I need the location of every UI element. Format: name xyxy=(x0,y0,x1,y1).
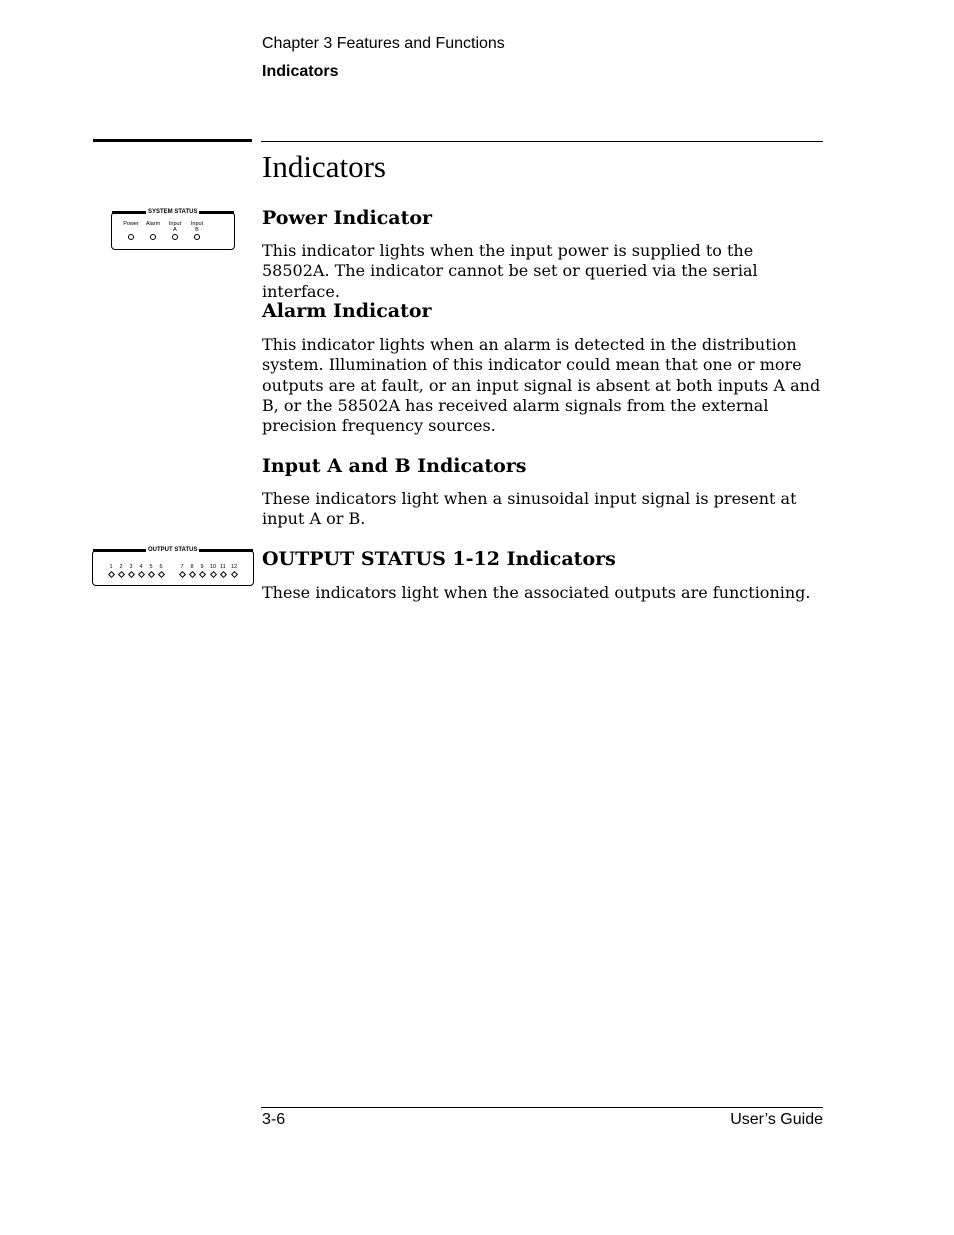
alarm-indicator-heading: Alarm Indicator xyxy=(262,300,432,322)
output-status-title: OUTPUT STATUS xyxy=(148,547,198,553)
output-status-text: These indicators light when the associated outputs are functioning. xyxy=(262,583,811,602)
input-b-label: Input B xyxy=(190,221,204,233)
footer-guide-title: User’s Guide xyxy=(730,1111,823,1128)
alarm-led-icon xyxy=(150,234,156,240)
output-number-5: 5 xyxy=(149,564,153,570)
power-label: Power xyxy=(123,221,139,227)
system-status-panel xyxy=(111,209,235,250)
output-status-heading: OUTPUT STATUS 1-12 Indicators xyxy=(262,548,616,570)
output-status-panel xyxy=(92,547,254,586)
footer-rule xyxy=(261,1107,823,1108)
page-number: 3-6 xyxy=(262,1111,286,1128)
output-number-11: 11 xyxy=(220,564,226,570)
output-7-led-icon xyxy=(179,571,186,578)
power-indicator-heading: Power Indicator xyxy=(262,207,433,229)
output-number-6: 6 xyxy=(159,564,163,570)
input-b-led-icon xyxy=(194,234,200,240)
output-number-9: 9 xyxy=(200,564,204,570)
input-a-led-icon xyxy=(172,234,178,240)
output-12-led-icon xyxy=(231,571,238,578)
alarm-indicator-text: This indicator lights when an alarm is detected in the distribution system. Illumination of this indicator could mean that one or more outputs are at fault, or an input signal is absent at both inputs A and B, or the 58502A has received alarm signals from the external precision frequency sources. xyxy=(262,335,821,436)
system-status-title: SYSTEM STATUS xyxy=(148,209,198,215)
running-header-chapter: Chapter 3 Features and Functions xyxy=(262,35,505,52)
output-8-led-icon xyxy=(189,571,196,578)
output-2-led-icon xyxy=(118,571,125,578)
output-number-1: 1 xyxy=(109,564,113,570)
output-10-led-icon xyxy=(210,571,217,578)
section-rule-right xyxy=(261,141,823,142)
output-number-3: 3 xyxy=(129,564,133,570)
output-5-led-icon xyxy=(148,571,155,578)
input-indicators-heading: Input A and B Indicators xyxy=(262,455,527,477)
power-led-icon xyxy=(128,234,134,240)
output-6-led-icon xyxy=(158,571,165,578)
output-9-led-icon xyxy=(199,571,206,578)
output-number-7: 7 xyxy=(180,564,184,570)
page-title: Indicators xyxy=(262,149,386,184)
output-number-8: 8 xyxy=(190,564,194,570)
alarm-label: Alarm xyxy=(145,221,161,227)
output-number-10: 10 xyxy=(209,564,217,570)
output-3-led-icon xyxy=(128,571,135,578)
running-header-section: Indicators xyxy=(262,63,339,80)
output-number-2: 2 xyxy=(119,564,123,570)
output-4-led-icon xyxy=(138,571,145,578)
output-11-led-icon xyxy=(220,571,227,578)
output-number-4: 4 xyxy=(139,564,143,570)
power-indicator-text: This indicator lights when the input power is supplied to the 58502A. The indicator cannot be set or queried via the serial interface. xyxy=(262,241,758,301)
output-number-12: 12 xyxy=(230,564,238,570)
output-1-led-icon xyxy=(108,571,115,578)
section-rule-left xyxy=(93,139,252,142)
input-a-label: Input A xyxy=(168,221,182,233)
input-indicators-text: These indicators light when a sinusoidal input signal is present at input A or B. xyxy=(262,489,797,529)
